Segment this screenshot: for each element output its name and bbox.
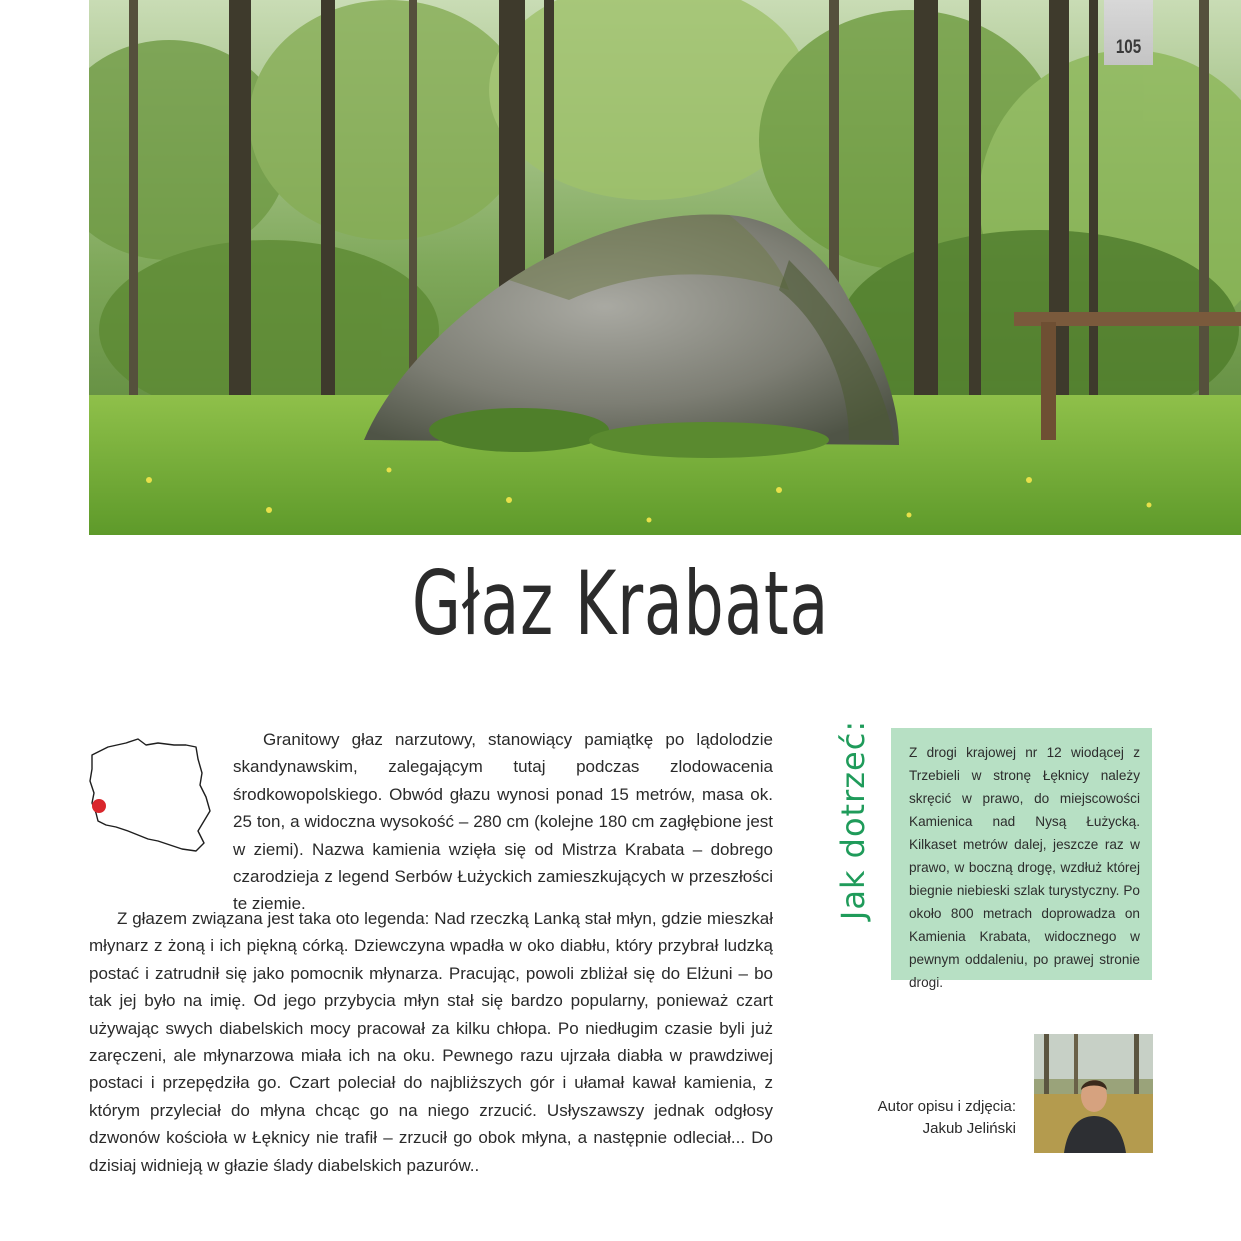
author-name: Jakub Jeliński bbox=[922, 1120, 1016, 1137]
author-photo bbox=[1034, 1034, 1153, 1153]
location-marker bbox=[92, 799, 106, 813]
legend-paragraph: Z głazem związana jest taka oto legenda: Nad rzeczką Lanką stał młyn, gdzie mieszkał młynarz z żoną i ich piękną córką. Dziewczyna wpadła w oko diabłu, który przybrał ludzką postać i zatrudnił się jako pomocnik młynarza. Pracując, powoli zbliżał się do Elżuni – bo tak jej było na imię. Od jego przybycia młyn stał się bardzo popularny, ponieważ czart używając swych diabelskich mocy pracował za kilku chłopa. Po niedługim czasie byli już zaręczeni, ale młynarzowa miała ich na oku. Pewnego razu ujrzała diabła w prawdziwej postaci i przepędziła go. Czart poleciał do najbliższych gór i ułamał kawał kamienia, z którym przyleciał do młyna chcąc go na niego zrzucić. Usłyszawszy jednak odgłosy dzwonów kościoła w Łęknicy nie trafił – zrzucił go obok młyna, a następnie odleciał... Do dzisiaj widnieją w głazie ślady diabelskich pazurów.. bbox=[89, 909, 773, 1175]
author-credit bbox=[860, 1096, 1016, 1140]
page-number-tab bbox=[1104, 0, 1153, 65]
hero-photo-boulder bbox=[89, 0, 1241, 535]
poland-outline bbox=[90, 739, 210, 851]
page-number: 105 bbox=[1115, 37, 1142, 58]
directions-text: Z drogi krajowej nr 12 wiodącej z Trzebieli w stronę Łęknicy należy skręcić w prawo, do miejscowości Kamienica nad Nysą Łużycką. Kilkaset metrów dalej, jeszcze raz w prawo, w boczną drogę, wzdłuż której biegnie niebieski szlak turystyczny. Po około 800 metrach doprowadza on Kamienia Krabata, widocznego w pewnym oddaleniu, po prawej stronie drogi. bbox=[909, 745, 1140, 990]
intro-paragraph: Granitowy głaz narzutowy, stanowiący pamiątkę po lądolodzie skandynawskim, zalegającym tutaj podczas zlodowacenia środkowopolskiego. Obwód głazu wynosi ponad 15 metrów, masa ok. 25 ton, a widoczna wysokość – 280 cm (kolejne 180 cm zagłębione jest w ziemi). Nazwa kamienia wzięła się od Mistrza Krabata – dobrego czarodzieja z legend Serbów Łużyckich zamieszkujących w przeszłości te ziemie. bbox=[233, 730, 773, 914]
author-credit-label: Autor opisu i zdjęcia: bbox=[877, 1098, 1016, 1115]
poland-location-map bbox=[86, 735, 212, 855]
directions-box bbox=[891, 728, 1152, 990]
page-title: Głaz Krabata bbox=[411, 552, 830, 655]
directions-heading-text: Jak dotrzeć: bbox=[834, 719, 872, 921]
